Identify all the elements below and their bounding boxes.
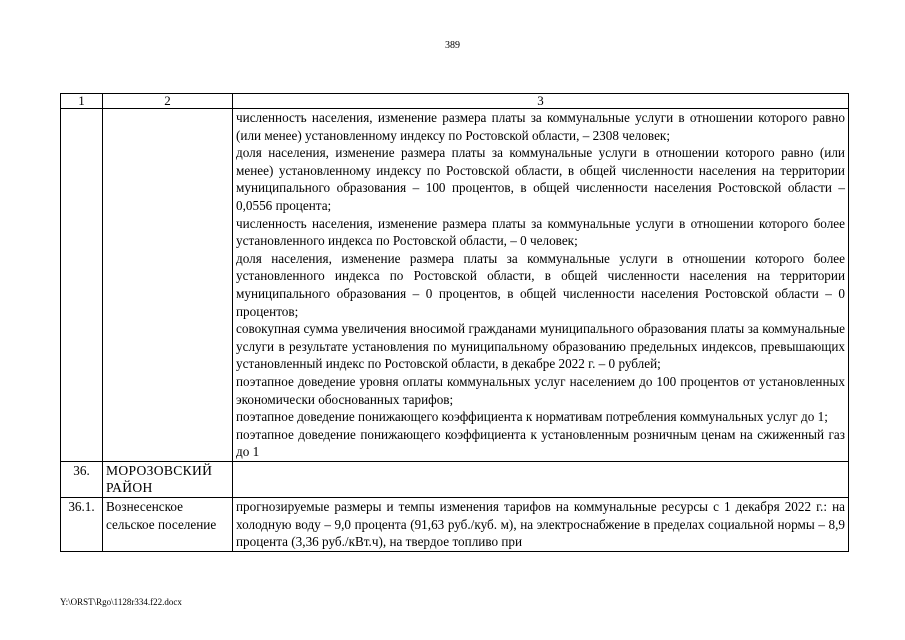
paragraph-share-above: доля населения, изменение размера платы за коммунальные услуги в отношении которого более установленного индекса по Ростовской области, в общей численности населения на территории муниципального образования – 0 процентов, в общей численности населения Ростовской области – 0 процентов; bbox=[236, 250, 845, 319]
table-header-row bbox=[61, 94, 849, 109]
header-col-1: 1 bbox=[61, 94, 103, 109]
paragraph-tariff-forecast: прогнозируемые размеры и темпы изменения тарифов на коммунальные ресурсы с 1 декабря 2022 г.: на холодную воду – 9,0 процента (91,63 руб./куб. м), на электроснабжение в пределах социальной нормы – 8,9 процента (3,36 руб./кВт.ч), на твердое топливо при bbox=[236, 499, 845, 550]
paragraph-payment-level: поэтапное доведение уровня оплаты коммунальных услуг населением до 100 процентов от установленных экономически обоснованных тарифов; bbox=[236, 373, 845, 407]
continuation-text-cell bbox=[233, 109, 849, 462]
paragraph-share-equal: доля населения, изменение размера платы за коммунальные услуги в отношении которого равно (или менее) установленному индексу по Ростовской области, в общей численности населения на территории муниципального образования – 100 процентов, в общей численности населения Ростовской области – 0,0556 процента; bbox=[236, 145, 845, 213]
footer-file-path: Y:\ORST\Rgo\1128r334.f22.docx bbox=[60, 597, 182, 607]
continuation-col-1 bbox=[61, 109, 103, 462]
settlement-text-cell bbox=[233, 498, 849, 552]
header-col-3: 3 bbox=[233, 94, 849, 109]
paragraph-total-increase: совокупная сумма увеличения вносимой гражданами муниципального образования платы за коммунальные услуги в результате установления по муниципальному образованию предельных индексов, превышающих установленный индекс по Ростовской области, в декабре 2022 г. – 0 рублей; bbox=[236, 321, 845, 372]
table-row-continuation bbox=[61, 109, 849, 462]
settlement-number: 36.1. bbox=[61, 498, 103, 552]
paragraph-gas-coefficient: поэтапное доведение понижающего коэффициента к установленным розничным ценам на сжиженный газ до 1 bbox=[236, 426, 845, 460]
district-text bbox=[233, 461, 849, 497]
table-row-settlement bbox=[61, 498, 849, 552]
settlement-name: Вознесенское сельское поселение bbox=[103, 498, 233, 552]
district-name: МОРОЗОВСКИЙ РАЙОН bbox=[103, 461, 233, 497]
district-number: 36. bbox=[61, 461, 103, 497]
paragraph-population-above: численность населения, изменение размера платы за коммунальные услуги в отношении которого более установленного индекса по Ростовской области, – 0 человек; bbox=[236, 215, 845, 249]
page-number: 389 bbox=[445, 40, 460, 51]
header-col-2: 2 bbox=[103, 94, 233, 109]
table-row-district bbox=[61, 461, 849, 497]
tariff-table bbox=[60, 93, 849, 552]
continuation-col-2 bbox=[103, 109, 233, 462]
paragraph-consumption-coefficient: поэтапное доведение понижающего коэффициента к нормативам потребления коммунальных услуг до 1; bbox=[236, 409, 828, 425]
paragraph-population-equal: численность населения, изменение размера платы за коммунальные услуги в отношении которого равно (или менее) установленному индексу по Ростовской области, – 2308 человек; bbox=[236, 110, 845, 143]
